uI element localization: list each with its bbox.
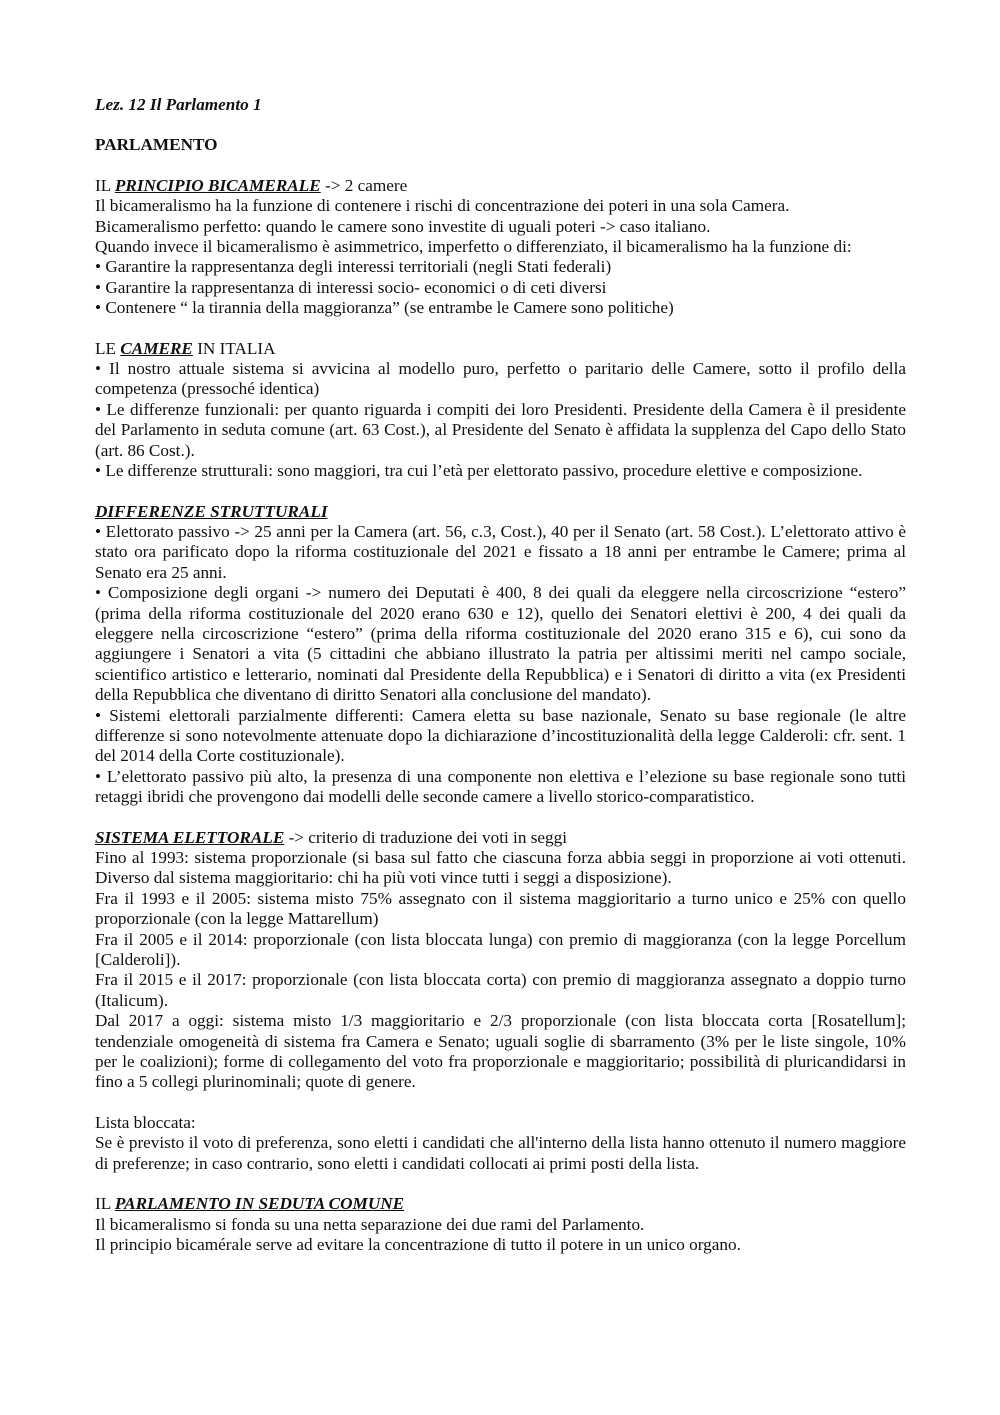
section-sistema-elettorale <box>95 828 906 1093</box>
paragraph: Se è previsto il voto di preferenza, sono eletti i candidati che all'interno della lista hanno ottenuto il numero maggiore di preferenze; in caso contrario, sono eletti i candidati collocati ai primi posti della lista. <box>95 1133 906 1173</box>
heading-prefix: LE <box>95 338 121 358</box>
heading-emphasis: DIFFERENZE STRUTTURALI <box>95 501 328 521</box>
paragraph: Bicameralismo perfetto: quando le camere sono investite di uguali poteri -> caso italiano. <box>95 216 711 236</box>
bullet-item: • Composizione degli organi -> numero dei Deputati è 400, 8 dei quali da eleggere nella circoscrizione “estero” (prima della riforma costituzionale del 2020 erano 630 e 12), quello dei Senatori elettivi è 200, 4 dei quali da eleggere nella circoscrizione “estero” (prima della riforma costituzionale del 2020 erano 315 e 6), cui sono da aggiungere i Senatori a vita (5 cittadini che abbiano illustrato la patria per altissimi meriti nel campo sociale, scientifico artistico e letterario, nominati dal Presidente della Repubblica) e i Senatori di diritto a vita (ex Presidenti della Repubblica che diventano di diritto Senatori alla conclusione del mandato). <box>95 583 906 705</box>
paragraph: Il bicameralismo si fonda su una netta separazione dei due rami del Parlamento. <box>95 1214 645 1234</box>
paragraph: Quando invece il bicameralismo è asimmetrico, imperfetto o differenziato, il bicameralismo ha la funzione di: <box>95 237 852 257</box>
heading-suffix: IN ITALIA <box>192 338 276 358</box>
section-heading <box>95 1194 906 1214</box>
paragraph: Lista bloccata: <box>95 1112 196 1132</box>
bullet-item: • Garantire la rappresentanza degli interessi territoriali (negli Stati federali) <box>95 257 612 277</box>
heading-suffix: -> criterio di traduzione dei voti in seggi <box>284 827 567 847</box>
main-heading: PARLAMENTO <box>95 135 218 155</box>
paragraph: Fra il 1993 e il 2005: sistema misto 75% assegnato con il sistema maggioritario a turno unico e 25% con quello proporzionale (con la legge Mattarellum) <box>95 888 906 929</box>
bullet-item: • Garantire la rappresentanza di interessi socio- economici o di ceti diversi <box>95 277 607 297</box>
section-principio-bicamerale <box>95 176 906 319</box>
paragraph: Fino al 1993: sistema proporzionale (si basa sul fatto che ciascuna forza abbia seggi in proporzione ai voti ottenuti. Diverso dal sistema maggioritario: chi ha più voti vince tutti i seggi a disposizione). <box>95 848 906 888</box>
section-heading <box>95 828 906 848</box>
section-heading <box>95 339 906 359</box>
heading-prefix: IL <box>95 1194 115 1214</box>
paragraph: Fra il 2015 e il 2017: proporzionale (con lista bloccata corta) con premio di maggioranza assegnato a doppio turno (Italicum). <box>95 970 906 1010</box>
bullet-item: • Contenere “ la tirannia della maggioranza” (se entrambe le Camere sono politiche) <box>95 298 674 318</box>
section-lista-bloccata <box>95 1113 906 1174</box>
section-camere-in-italia <box>95 339 906 482</box>
paragraph: Il bicameralismo ha la funzione di contenere i rischi di concentrazione dei poteri in una sola Camera. <box>95 196 790 216</box>
bullet-item: • Le differenze funzionali: per quanto riguarda i compiti dei loro Presidenti. Presidente della Camera è il presidente del Parlamento in seduta comune (art. 63 Cost.), al Presidente del Senato è affidata la supplenza del Capo dello Stato (art. 86 Cost.). <box>95 399 906 460</box>
section-heading <box>95 502 906 522</box>
heading-prefix: IL <box>95 175 115 195</box>
document-title: Lez. 12 Il Parlamento 1 <box>95 95 262 114</box>
bullet-item: • Sistemi elettorali parzialmente differenti: Camera eletta su base nazionale, Senato su base regionale (le altre differenze si sono notevolmente attenuate dopo la dichiarazione d’incostituzionalità della legge Calderoli: cfr. sent. 1 del 2014 della Corte costituzionale). <box>95 705 906 766</box>
bullet-item: • Il nostro attuale sistema si avvicina al modello puro, perfetto o paritario delle Camere, sotto il profilo della competenza (pressoché identica) <box>95 359 906 399</box>
bullet-item: • Elettorato passivo -> 25 anni per la Camera (art. 56, c.3, Cost.), 40 per il Senato (art. 58 Cost.). L’elettorato attivo è stato ora parificato dopo la riforma costituzionale del 2021 e fissato a 18 anni per entrambe le Camere; prima al Senato era 25 anni. <box>95 521 906 582</box>
paragraph: Dal 2017 a oggi: sistema misto 1/3 maggioritario e 2/3 proporzionale (con lista bloccata corta [Rosatellum]; tendenziale omogeneità di sistema fra Camera e Senato; uguali soglie di sbarramento (3% per le liste singole, 10% per le coalizioni); forme di collegamento del voto fra proporzionale e maggioritario; possibilità di pluricandidarsi in fino a 5 collegi plurinominali; quote di genere. <box>95 1011 906 1092</box>
section-parlamento-seduta-comune <box>95 1194 906 1255</box>
bullet-item: • L’elettorato passivo più alto, la presenza di una componente non elettiva e l’elezione su base regionale sono tutti retaggi ibridi che provengono dai modelli delle seconde camere a livello storico-comparatistico. <box>95 766 906 807</box>
paragraph: Il principio bicamérale serve ad evitare la concentrazione di tutto il potere in un unico organo. <box>95 1234 741 1254</box>
section-differenze-strutturali <box>95 502 906 808</box>
heading-emphasis: PRINCIPIO BICAMERALE <box>114 175 321 195</box>
document-page <box>95 95 906 1255</box>
bullet-item: • Le differenze strutturali: sono maggiori, tra cui l’età per elettorato passivo, procedure elettive e composizione. <box>95 461 863 481</box>
heading-suffix: -> 2 camere <box>320 175 408 195</box>
heading-emphasis: PARLAMENTO IN SEDUTA COMUNE <box>114 1194 405 1214</box>
paragraph: Fra il 2005 e il 2014: proporzionale (con lista bloccata lunga) con premio di maggioranza (con la legge Porcellum [Calderoli]). <box>95 929 906 970</box>
heading-emphasis: SISTEMA ELETTORALE <box>95 827 285 847</box>
heading-emphasis: CAMERE <box>120 338 193 358</box>
section-heading <box>95 176 906 196</box>
